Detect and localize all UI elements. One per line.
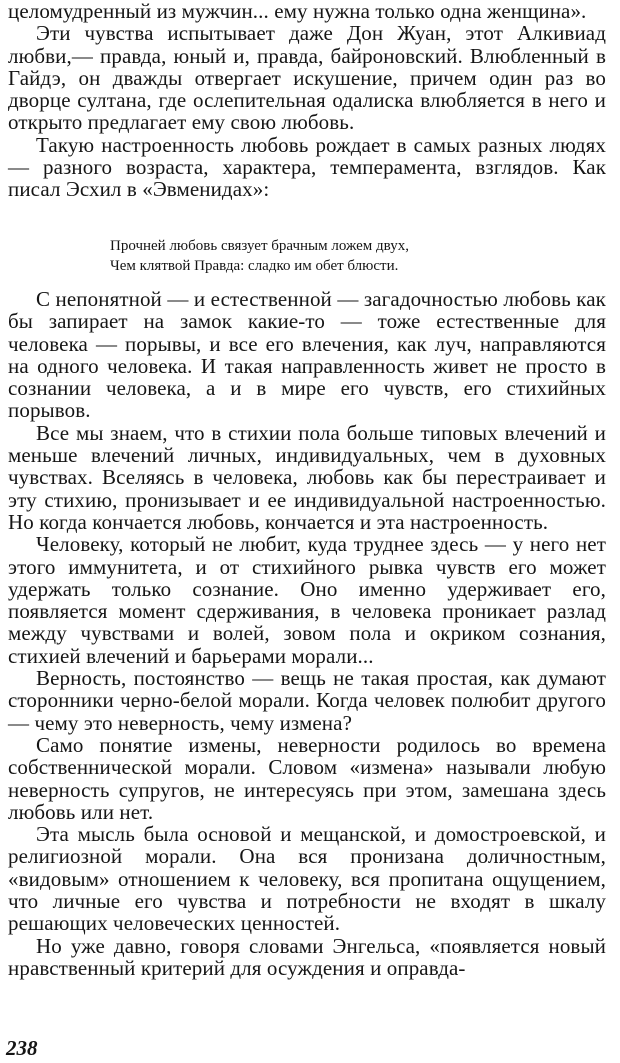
paragraph-4: С непонятной — и естественной — загадочностью любовь как бы запирает на замок какие-то — тоже естественные для человека — порывы, и все его влечения, как луч, направляются на одного человека. И такая направленность живет не просто в сознании человека, а и в мире его чувств, его стихийных порывов. [8, 287, 606, 423]
quote-line-1: Прочней любовь связует брачным ложем двух, [110, 238, 409, 254]
paragraph-6: Человеку, который не любит, куда труднее здесь — у него нет этого иммунитета, и от стихийного рывка чувств его может удержать только сознание. Оно именно удерживает его, появляется момент сдерживания, в человека проникает разлад между чувствами и волей, зовом пола и окриком сознания, стихией влечений и барьерами морали... [8, 532, 606, 668]
paragraph-1: целомудренный из мужчин... ему нужна только одна женщина». [8, 0, 587, 23]
quote-line-2: Чем клятвой Правда: сладко им обет блюсти. [110, 258, 399, 274]
paragraph-9: Эта мысль была основой и мещанской, и домостроевской, и религиозной морали. Она вся пронизана доличностным, «видовым» отношением к человеку, вся пропитана ощущением, что личные его чувства и потребности не входят в шкалу решающих человеческих ценностей. [8, 822, 606, 936]
paragraph-8: Само понятие измены, неверности родилось во времена собственнической морали. Словом «измена» называли любую неверность супругов, не интересуясь при этом, замешана здесь любовь или нет. [8, 732, 606, 824]
paragraph-10: Но уже давно, говоря словами Энгельса, «появляется новый нравственный критерий для осуждения и оправда- [8, 933, 606, 980]
paragraph-5: Все мы знаем, что в стихии пола больше типовых влечений и меньше влечений личных, индивидуальных, чем в духовных чувствах. Вселяясь в человека, любовь как бы перестраивает и эту стихию, пронизывает и ее индивидуальной настроенностью. Но когда кончается любовь, кончается и эта настроенность. [8, 420, 606, 534]
paragraph-7: Верность, постоянство — вещь не такая простая, как думают сторонники черно-белой морали. Когда человек полюбит другого — чему это неверность, чему измена? [8, 666, 606, 735]
text-block-top [8, 0, 606, 201]
text-block-main [8, 288, 606, 979]
page-number: 238 [6, 1036, 38, 1060]
paragraph-2: Эти чувства испытывает даже Дон Жуан, этот Алкивиад любви,— правда, юный и, правда, байроновский. Влюбленный в Гайдэ, он дважды отвергает искушение, причем один раз во дворце султана, где ослепительная одалиска влюбляется в него и открыто предлагает ему свою любовь. [8, 21, 606, 135]
paragraph-3: Такую настроенность любовь рождает в самых разных людях — разного возраста, характера, темперамента, взглядов. Как писал Эсхил в «Эвменидах»: [8, 132, 606, 202]
verse-quote [110, 236, 530, 276]
